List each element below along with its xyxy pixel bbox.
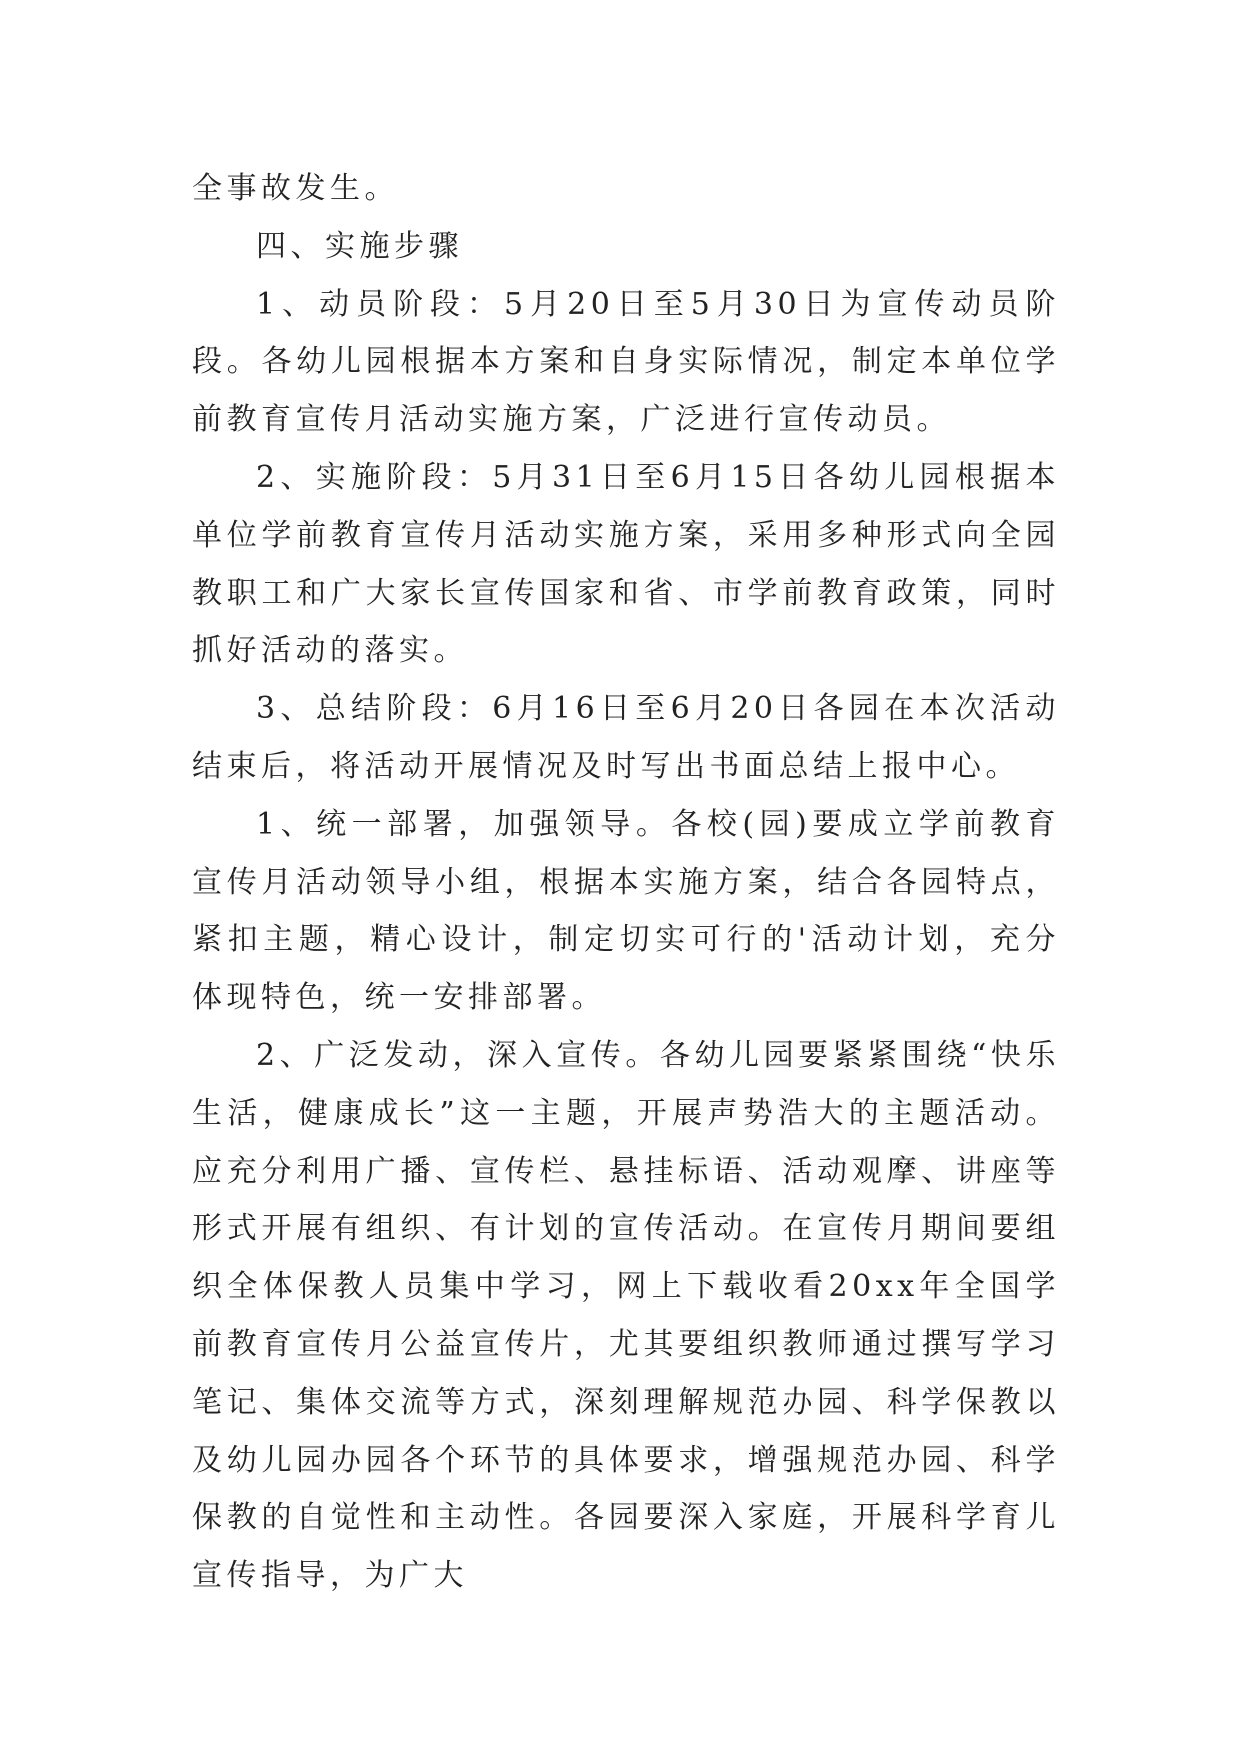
paragraph-implementation-stage: 2、实施阶段：5月31日至6月15日各幼儿园根据本单位学前教育宣传月活动实施方案，采用多种形式向全园教职工和广大家长宣传国家和省、市学前教育政策，同时抓好活动的落实。 bbox=[192, 459, 1060, 669]
section-heading-implementation-steps: 四、实施步骤 bbox=[256, 228, 463, 264]
paragraph-continuation: 全事故发生。 bbox=[192, 171, 399, 206]
paragraph-summary-stage: 3、总结阶段：6月16日至6月20日各园在本次活动结束后，将活动开展情况及时写出书面总结上报中心。 bbox=[192, 691, 1060, 784]
paragraph-unified-deployment: 1、统一部署，加强领导。各校(园)要成立学前教育宣传月活动领导小组，根据本实施方案，结合各园特点，紧扣主题，精心设计，制定切实可行的'活动计划，充分体现特色，统一安排部署。 bbox=[192, 806, 1060, 1016]
document-body bbox=[192, 160, 1060, 1605]
paragraph-extensive-publicity: 2、广泛发动，深入宣传。各幼儿园要紧紧围绕“快乐生活，健康成长”这一主题，开展声势浩大的主题活动。应充分利用广播、宣传栏、悬挂标语、活动观摩、讲座等形式开展有组织、有计划的宣传活动。在宣传月期间要组织全体保教人员集中学习，网上下载收看20xx年全国学前教育宣传月公益宣传片，尤其要组织教师通过撰写学习笔记、集体交流等方式，深刻理解规范办园、科学保教以及幼儿园办园各个环节的具体要求，增强规范办园、科学保教的自觉性和主动性。各园要深入家庭，开展科学育儿宣传指导，为广大 bbox=[192, 1037, 1060, 1594]
paragraph-mobilization-stage: 1、动员阶段：5月20日至5月30日为宣传动员阶段。各幼儿园根据本方案和自身实际情况，制定本单位学前教育宣传月活动实施方案，广泛进行宣传动员。 bbox=[192, 286, 1060, 438]
